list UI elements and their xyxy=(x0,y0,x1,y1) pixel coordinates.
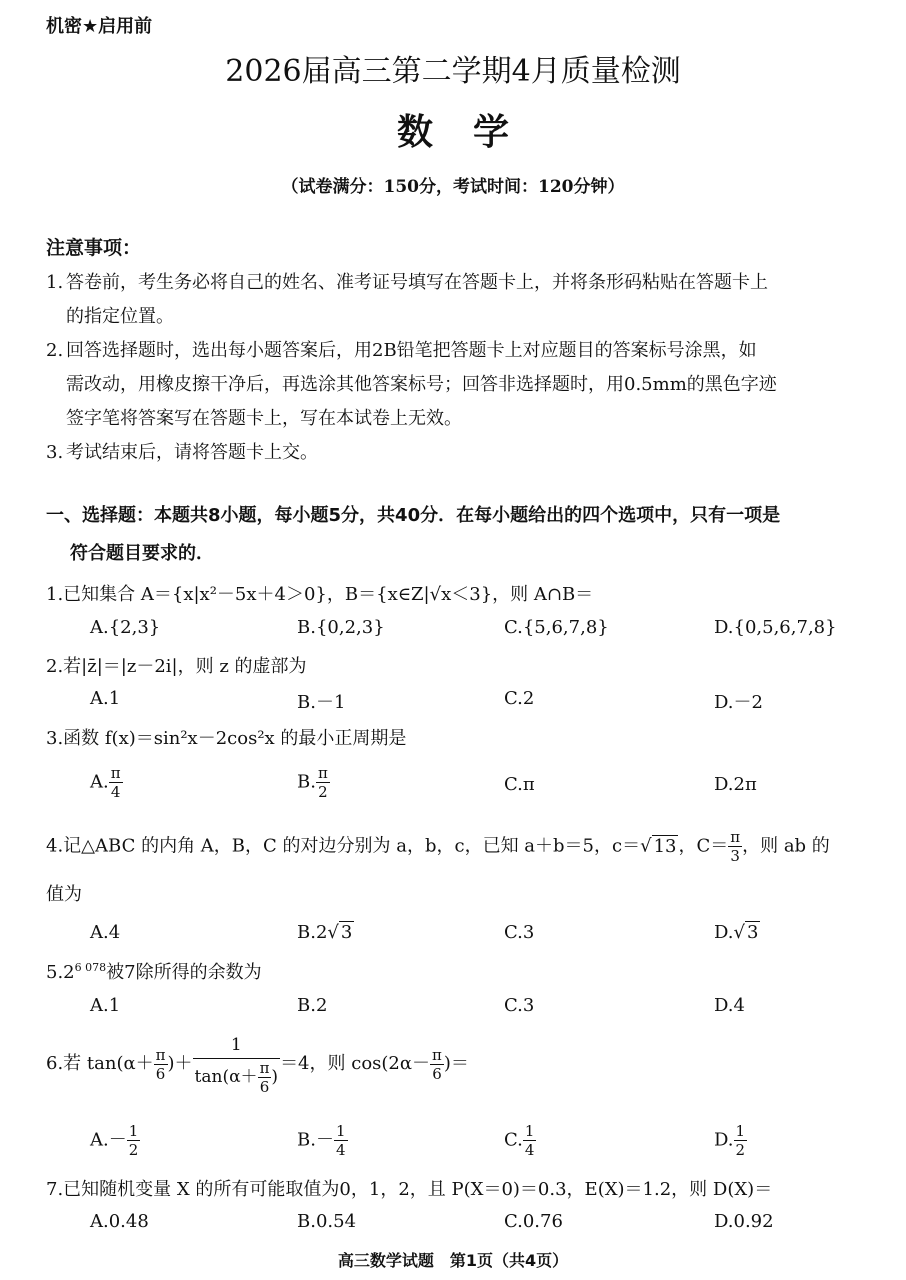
page-footer: 高三数学试题 第1页（共4页） xyxy=(337,1251,569,1270)
question-3: 3.函数 f(x)＝sin²x－2cos²x 的最小正周期是 xyxy=(46,728,407,749)
question-1: 1.已知集合 A＝{x|x²－5x＋4＞0}，B＝{x∈Z|√x＜3}，则 A∩B＝ xyxy=(46,584,594,605)
exam-meta: （试卷满分：150分，考试时间：120分钟） xyxy=(281,177,625,197)
question-5: $5.2^{6 078}$被7除所得的余数为 xyxy=(46,961,262,983)
option-d: D.4 xyxy=(714,995,745,1016)
note-2: 2. 回答选择题时，选出每小题答案后，用2B铅笔把答题卡上对应题目的答案标号涂黑，如 需改动，用橡皮擦干净后，再选涂其他答案标号；回答非选择题时，用0.5mm的黑色字迹 签字笔将答案写在答题卡上，写在本试卷上无效。 xyxy=(46,340,777,429)
note-1: 1. 答卷前，考生务必将自己的姓名、准考证号填写在答题卡上，并将条形码粘贴在答题卡上 的指定位置。 xyxy=(46,272,768,327)
confidential-label: 机密★启用前 xyxy=(46,16,153,37)
question-7: 7.已知随机变量 X 的所有可能取值为0，1，2，且 P(X＝0)＝0.3，E(X)＝1.2，则 D(X)＝ xyxy=(46,1179,773,1200)
option-d: D.{0,5,6,7,8} xyxy=(714,617,837,638)
option-b: B. $\frac{\pi}{2}$ xyxy=(297,764,328,801)
fraction: $\frac{1}{4}$ xyxy=(524,1122,535,1159)
fraction: $\frac{1}{4}$ xyxy=(335,1122,346,1159)
option-c: C.π xyxy=(504,774,535,795)
question-2: 2.若|z̄|＝|z－2i|，则 z 的虚部为 xyxy=(46,656,307,677)
option-a: A.4 xyxy=(90,922,121,943)
fraction: $\frac{\pi}{6}$ xyxy=(259,1059,270,1096)
option-d: D.0.92 xyxy=(714,1211,774,1232)
subject-title: 数学 xyxy=(396,111,549,153)
option-d: D.√ 3 xyxy=(714,922,759,943)
fraction: $\frac{1}{2}$ xyxy=(735,1122,746,1159)
option-d: D. $\frac{1}{2}$ xyxy=(714,1122,746,1159)
option-a: A. $\frac{\pi}{4}$ xyxy=(90,764,121,801)
option-c: C.{5,6,7,8} xyxy=(504,617,609,638)
option-a: A.{2,3} xyxy=(90,617,161,638)
option-d: D.－2 xyxy=(714,692,763,713)
option-b: B.－1 xyxy=(297,692,346,713)
option-a: A.1 xyxy=(90,995,121,1016)
option-b: B.0.54 xyxy=(297,1211,357,1232)
section-heading: 一、选择题：本题共8小题，每小题5分，共40分．在每小题给出的四个选项中，只有一项是 符合题目要求的． xyxy=(46,505,781,564)
option-c: C.3 xyxy=(504,995,535,1016)
option-a: A.－ $\frac{1}{2}$ xyxy=(90,1122,139,1159)
option-d: D.2π xyxy=(714,774,757,795)
option-c: C.2 xyxy=(504,688,535,709)
option-b: B.{0,2,3} xyxy=(297,617,385,638)
fraction: $\frac{\pi}{6}$ xyxy=(432,1045,442,1083)
notes-heading: 注意事项： xyxy=(46,237,142,259)
fraction: $\frac{\pi}{3}$ xyxy=(730,828,741,865)
fraction: $\frac{1}{2}$ xyxy=(128,1122,139,1159)
option-a: A.0.48 xyxy=(90,1211,149,1232)
question-4-continued: 值为 xyxy=(46,884,82,905)
option-a: A.1 xyxy=(90,688,121,709)
question-4: 4.记△ABC 的内角 A，B，C 的对边分别为 a，b，c，已知 a＋b＝5，c＝√ 13 ，C＝ $\frac{\pi}{3}$ ，则 ab 的 xyxy=(46,828,830,865)
exam-title: 2026届高三第二学期4月质量检测 xyxy=(225,54,681,89)
option-b: B.－ $\frac{1}{4}$ xyxy=(297,1122,346,1159)
question-6: 6.若 tan(α＋ $\frac{\pi}{6}$ )＋ 1 tan(α＋ $\frac{\pi}{6}$ ) ＝4，则 cos(2α－ $\frac{\pi}{6}$ )＝ xyxy=(46,1032,866,1096)
option-c: C. $\frac{1}{4}$ xyxy=(504,1122,535,1159)
fraction: $\frac{\pi}{4}$ xyxy=(110,764,121,801)
option-c: C.3 xyxy=(504,922,535,943)
note-3: 3. 考试结束后，请将答题卡上交。 xyxy=(46,442,318,463)
option-b: B.2 xyxy=(297,995,328,1016)
fraction: $\frac{\pi}{6}$ xyxy=(155,1045,166,1083)
fraction: $\frac{\pi}{2}$ xyxy=(317,764,328,801)
big-fraction: 1 tan(α＋ $\frac{\pi}{6}$ ) xyxy=(193,1032,281,1096)
option-b: B.2√ 3 xyxy=(297,922,353,943)
option-c: C.0.76 xyxy=(504,1211,563,1232)
